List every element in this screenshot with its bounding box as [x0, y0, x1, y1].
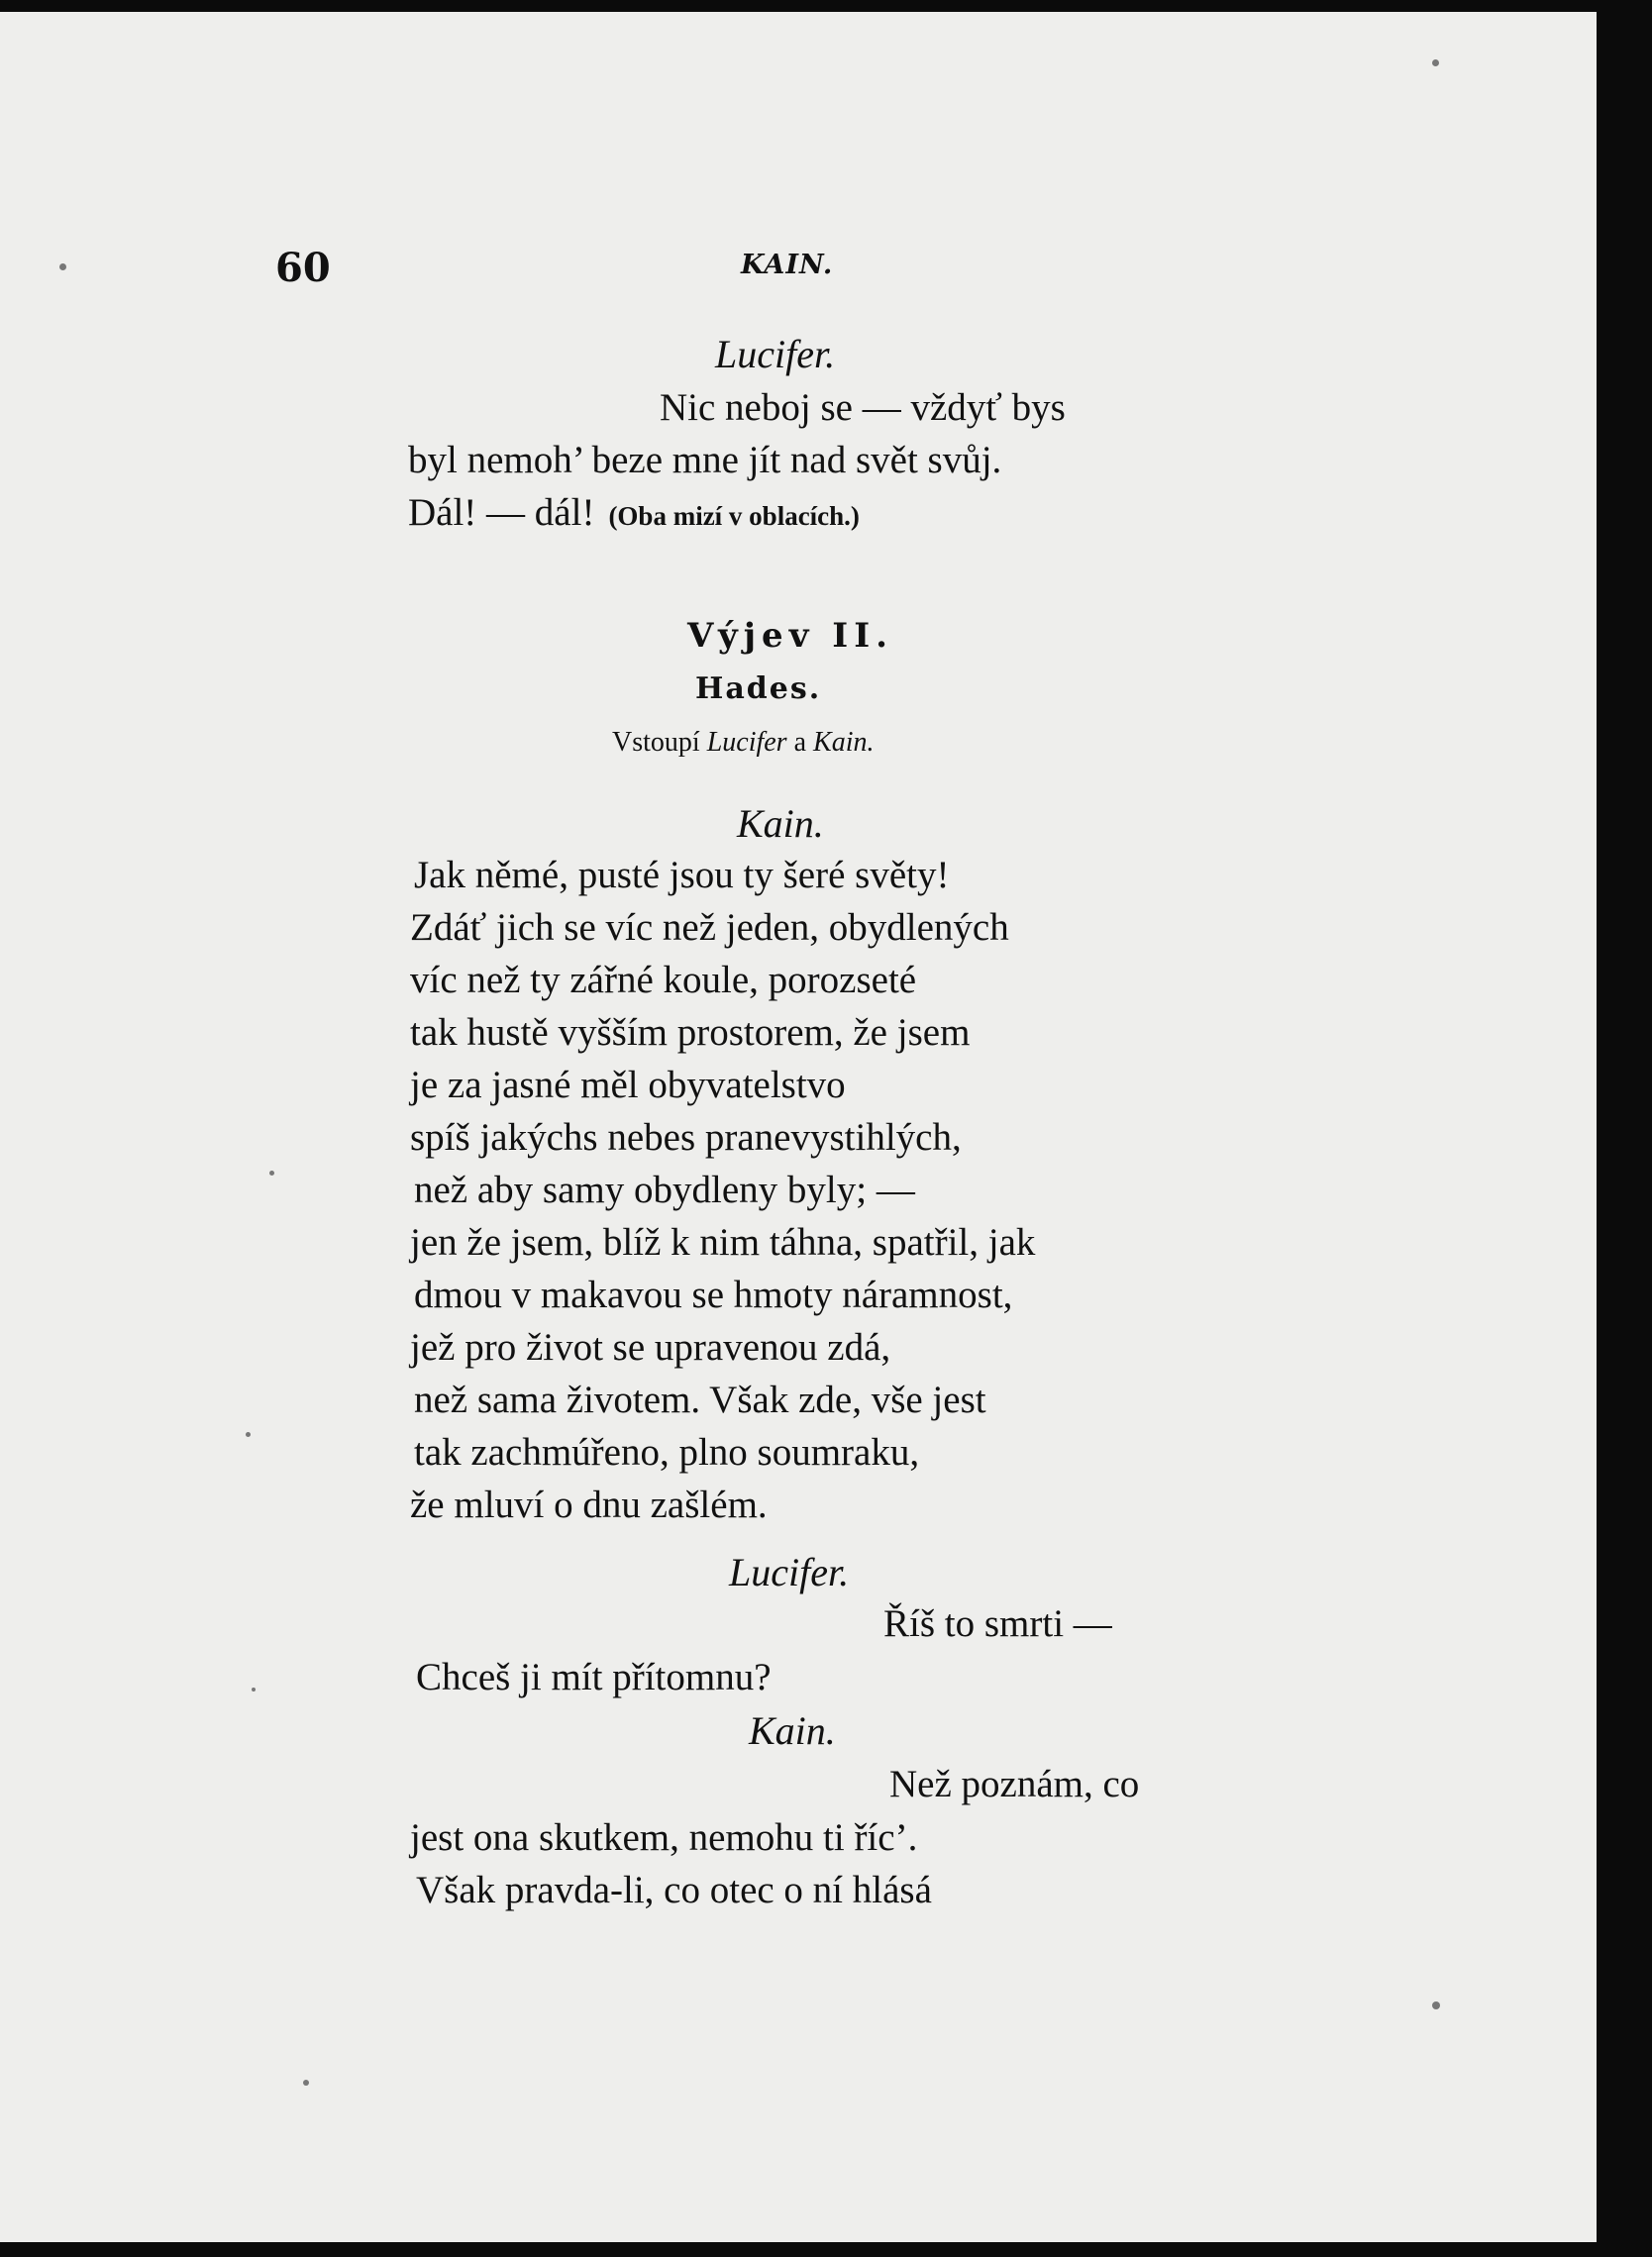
verse-line: Nic neboj se — vždyť bys	[660, 386, 1066, 429]
scan-speck	[1432, 59, 1439, 66]
verse-line: byl nemoh’ beze mne jít nad svět svůj.	[408, 439, 1002, 481]
scene-title: Výjev II.	[687, 616, 893, 656]
verse-line: Říš to smrti —	[883, 1602, 1112, 1645]
verse-line	[408, 487, 860, 542]
verse-line: tak zachmúřeno, plno soumraku,	[414, 1431, 920, 1474]
verse-line: jež pro život se upravenou zdá,	[410, 1326, 891, 1369]
verse-line: jen že jsem, blíž k nim táhna, spatřil, jak	[410, 1221, 1036, 1264]
direction-join: a	[793, 727, 807, 758]
scan-speck	[269, 1171, 274, 1176]
verse-line: dmou v makavou se hmoty náramnost,	[414, 1274, 1013, 1316]
verse-line: že mluví o dnu zašlém.	[410, 1484, 768, 1526]
stage-direction: (Oba mizí v oblacích.)	[608, 501, 860, 531]
verse-line: Zdáť jich se víc než jeden, obydlených	[410, 906, 1009, 949]
page-number: 60	[275, 245, 331, 291]
speaker-kain: Kain.	[737, 801, 824, 846]
verse-line: víc než ty zářné koule, porozseté	[410, 959, 917, 1001]
scan-speck	[252, 1688, 256, 1692]
scan-speck	[303, 2080, 309, 2086]
verse-line: tak hustě vyšším prostorem, že jsem	[410, 1011, 971, 1054]
scan-border-bottom	[0, 2242, 1652, 2257]
scan-speck	[246, 1432, 251, 1437]
verse-line: jest ona skutkem, nemohu ti říc’.	[410, 1816, 918, 1859]
verse-line: spíš jakýchs nebes pranevystihlých,	[410, 1116, 962, 1159]
scan-speck	[1432, 2001, 1440, 2009]
verse-line: než sama životem. Však zde, vše jest	[414, 1379, 986, 1421]
speaker-lucifer: Lucifer.	[729, 1550, 850, 1594]
scan-speck	[59, 263, 66, 270]
scene-place: Hades.	[695, 671, 822, 706]
speaker-lucifer: Lucifer.	[715, 332, 836, 376]
verse-line: Chceš ji mít přítomnu?	[416, 1656, 772, 1698]
verse-line: Než poznám, co	[889, 1763, 1140, 1805]
direction-name-kain: Kain.	[813, 727, 875, 758]
running-title: KAIN.	[741, 250, 834, 280]
direction-prefix: Vstoupí	[612, 727, 700, 758]
verse-line: než aby samy obydleny byly; —	[414, 1169, 915, 1211]
direction-name-lucifer: Lucifer	[706, 727, 787, 758]
verse-line: je za jasné měl obyvatelstvo	[410, 1064, 846, 1106]
verse-text: Dál! — dál!	[408, 491, 595, 534]
verse-line: Jak němé, pusté jsou ty šeré světy!	[414, 854, 950, 896]
verse-line: Však pravda-li, co otec o ní hlásá	[416, 1869, 932, 1911]
scene-direction	[612, 724, 874, 762]
speaker-kain: Kain.	[749, 1708, 836, 1753]
scan-border-right	[1597, 0, 1652, 2257]
